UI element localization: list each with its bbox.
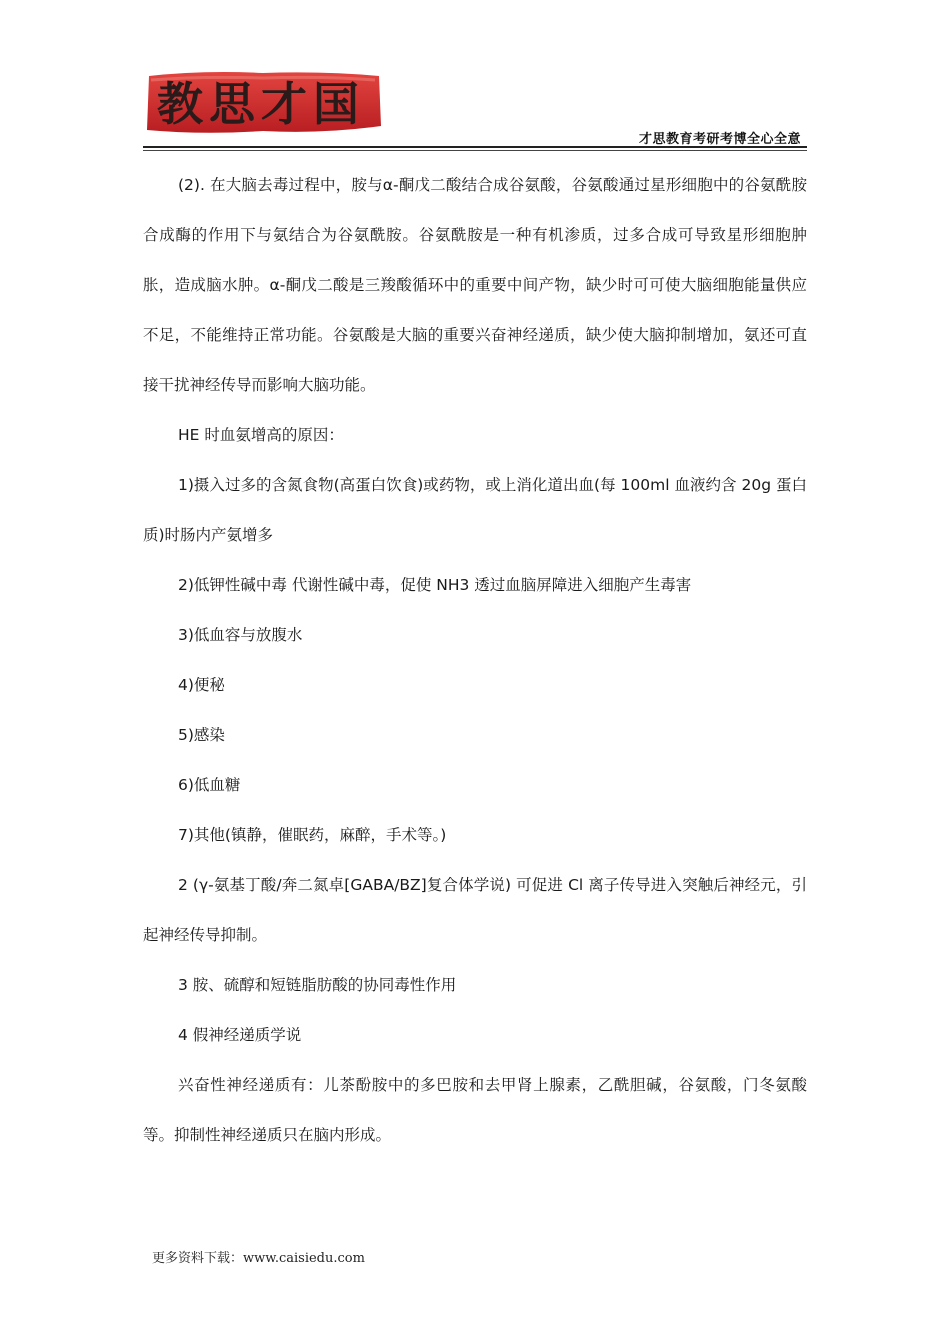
- footer-link-text: 更多资料下载：www.caisiedu.com: [152, 1251, 365, 1266]
- paragraph: 2 (γ-氨基丁酸/奔二氮卓[GABA/BZ]复合体学说) 可促进 Cl 离子传导进入突触后神经元，引起神经传导抑制。: [143, 876, 807, 944]
- header-divider: [143, 146, 807, 148]
- paragraph: 兴奋性神经递质有：儿茶酚胺中的多巴胺和去甲肾上腺素，乙酰胆碱，谷氨酸，门冬氨酸等。抑制性神经递质只在脑内形成。: [143, 1076, 807, 1144]
- paragraph: (2). 在大脑去毒过程中，胺与α-酮戊二酸结合成谷氨酸，谷氨酸通过星形细胞中的谷氨酰胺合成酶的作用下与氨结合为谷氨酰胺。谷氨酰胺是一种有机渗质，过多合成可导致星形细胞肿胀，造成脑水肿。α-酮戊二酸是三羧酸循环中的重要中间产物，缺少时可可使大脑细胞能量供应不足，不能维持正常功能。谷氨酸是大脑的重要兴奋神经递质，缺少使大脑抑制增加，氨还可直接干扰神经传导而影响大脑功能。: [143, 176, 807, 394]
- page-header: [143, 68, 807, 152]
- paragraph: 2)低钾性碱中毒 代谢性碱中毒，促使 NH3 透过血脑屏障进入细胞产生毒害: [178, 576, 692, 594]
- paragraph: 6)低血糖: [178, 776, 241, 794]
- header-divider-thin: [143, 150, 807, 151]
- paragraph: 4 假神经递质学说: [178, 1026, 302, 1044]
- paragraph: 5)感染: [178, 726, 225, 744]
- paragraph: 1)摄入过多的含氮食物(高蛋白饮食)或药物，或上消化道出血(每 100ml 血液约含 20g 蛋白质)时肠内产氨增多: [143, 476, 808, 544]
- paragraph: 3)低血容与放腹水: [178, 626, 303, 644]
- paragraph: 3 胺、硫醇和短链脂肪酸的协同毒性作用: [178, 976, 457, 994]
- header-tagline: 才思教育考研考博全心全意: [638, 132, 801, 147]
- caisi-logo: [143, 68, 383, 140]
- paragraph: HE 时血氨增高的原因：: [178, 426, 344, 444]
- paragraph: 7)其他(镇静，催眠药，麻醉，手术等。): [178, 826, 447, 844]
- logo-text: 教思才国: [157, 77, 365, 131]
- document-body: [143, 160, 807, 1160]
- paragraph: 4)便秘: [178, 676, 225, 694]
